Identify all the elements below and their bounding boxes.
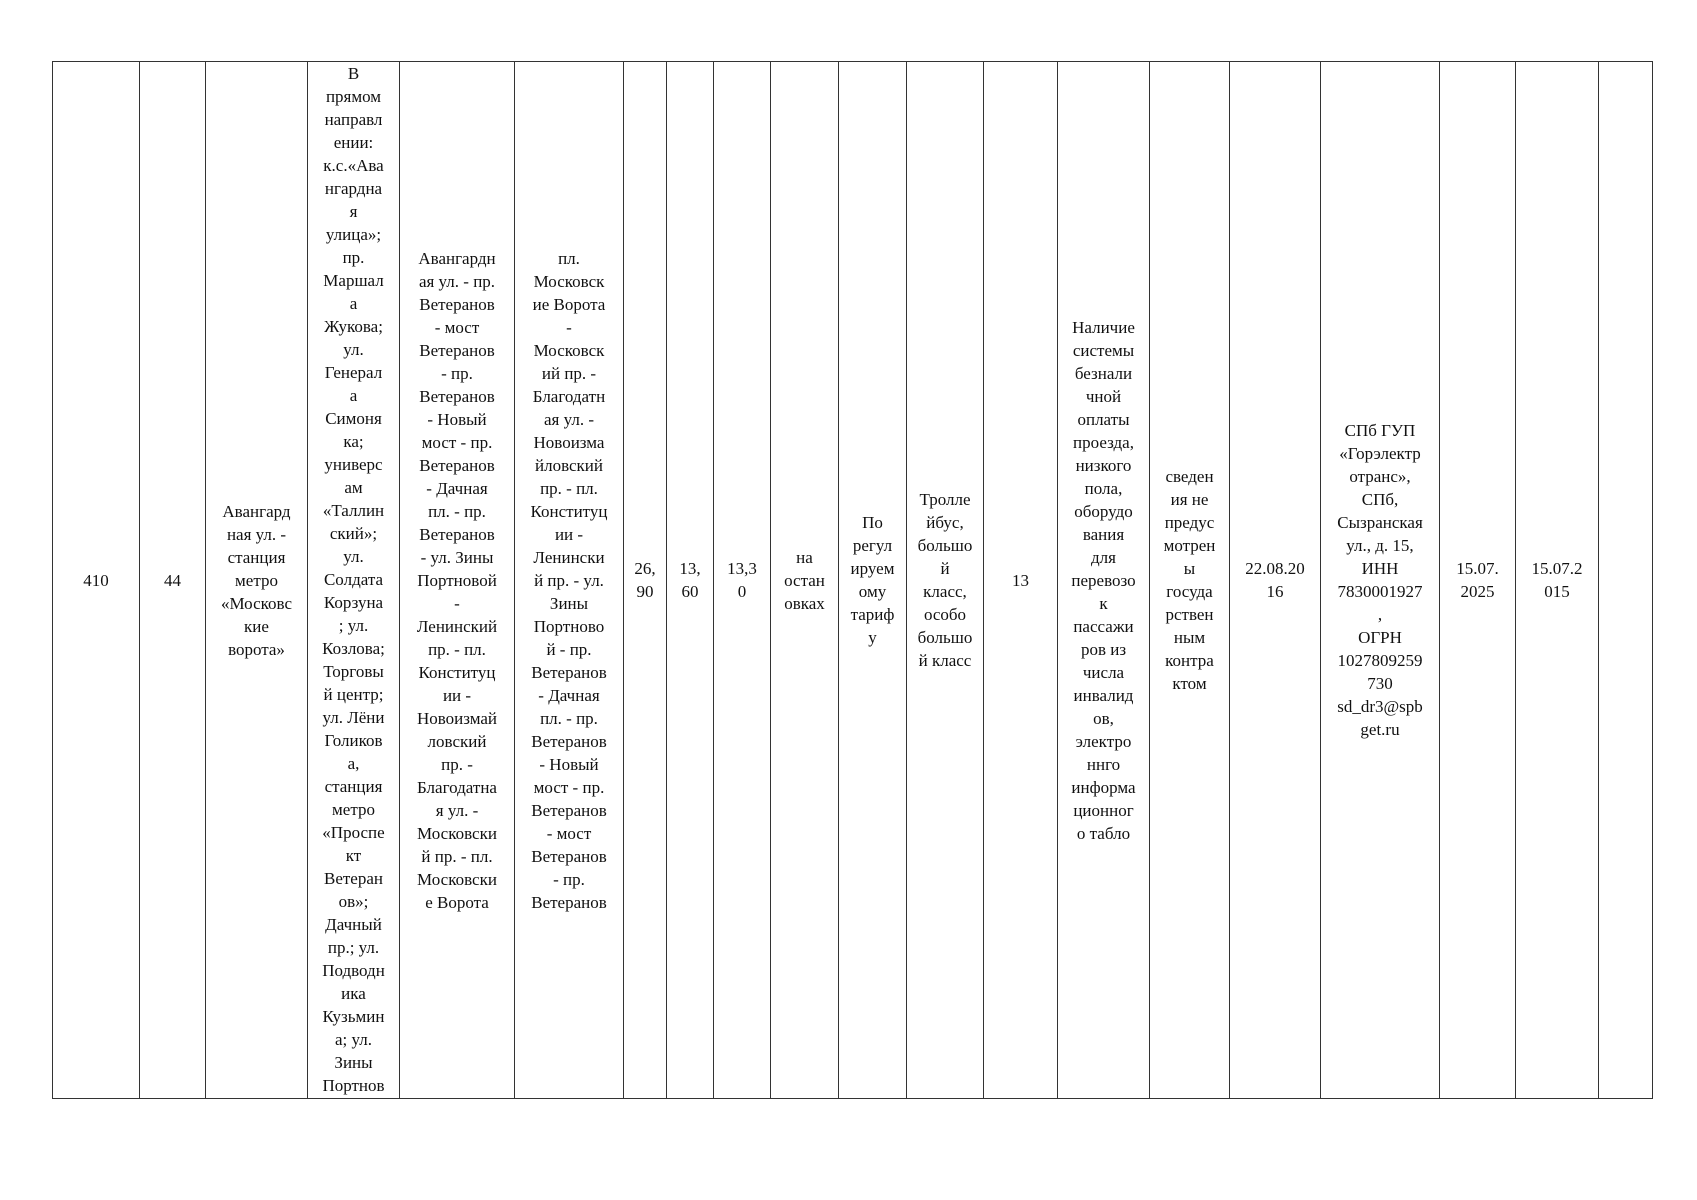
cell-date-1: 15.07. 2025 [1440,62,1516,1099]
cell-length-total: 26, 90 [624,62,667,1099]
cell-streets-backward: пл. Московск ие Ворота - Московск ий пр. - Благодатн ая ул. - Новоизма йловский пр. - пл. Конституц ии - Ленински й пр. - ул. Зины Портново й - пр. Ветеранов - Дачная пл. - пр. Ветеранов - Новый мост - пр. Ветеранов - мост Ветеранов - пр. Ветеранов [515,62,624,1099]
cell-stop-mode: на остан овках [771,62,839,1099]
cell-route-name: Авангард ная ул. - станция метро «Московс кие ворота» [206,62,308,1099]
cell-contract-info: сведен ия не предус мотрен ы госуда рствен ным контра ктом [1150,62,1230,1099]
cell-streets-forward: Авангардн ая ул. - пр. Ветеранов - мост Ветеранов - пр. Ветеранов - Новый мост - пр. Ветеранов - Дачная пл. - пр. Ветеранов - ул. Зины Портновой - Ленинский пр. - пл. Конституц ии - Новоизмай ловский пр. - Благодатна я ул. - Московски й пр. - пл. Московски е Ворота [400,62,515,1099]
cell-characteristics: Наличие системы безнали чной оплаты проезда, низкого пола, оборудо вания для перевозо к пассажи ров из числа инвалид ов, электро ннго информа ционног о табло [1058,62,1150,1099]
cell-extra [1599,62,1653,1099]
cell-reg-number: 410 [53,62,140,1099]
cell-start-date: 22.08.20 16 [1230,62,1321,1099]
cell-carrier: СПб ГУП «Горэлектр отранс», СПб, Сызранская ул., д. 15, ИНН 7830001927 , ОГРН 1027809259 730 sd_dr3@spb get.ru [1321,62,1440,1099]
cell-vehicle-type: Тролле йбус, большо й класс, особо большо й класс [907,62,984,1099]
table-row [53,62,1653,1099]
cell-tariff: По регул ируем ому тариф у [839,62,907,1099]
cell-stops: В прямом направл ении: к.с.«Ава нгардна я улица»; пр. Маршал а Жукова; ул. Генерал а Симоня ка; универс ам «Таллин ский»; ул. Солдата Корзуна ; ул. Козлова; Торговы й центр; ул. Лёни Голиков а, станция метро «Проспе кт Ветеран ов»; Дачный пр.; ул. Подводн ика Кузьмин а; ул. Зины Портнов [308,62,400,1099]
cell-date-2: 15.07.2 015 [1516,62,1599,1099]
cell-route-number: 44 [140,62,206,1099]
cell-length-forward: 13, 60 [667,62,714,1099]
cell-vehicle-count: 13 [984,62,1058,1099]
cell-length-backward: 13,3 0 [714,62,771,1099]
registry-table [52,61,1653,1099]
